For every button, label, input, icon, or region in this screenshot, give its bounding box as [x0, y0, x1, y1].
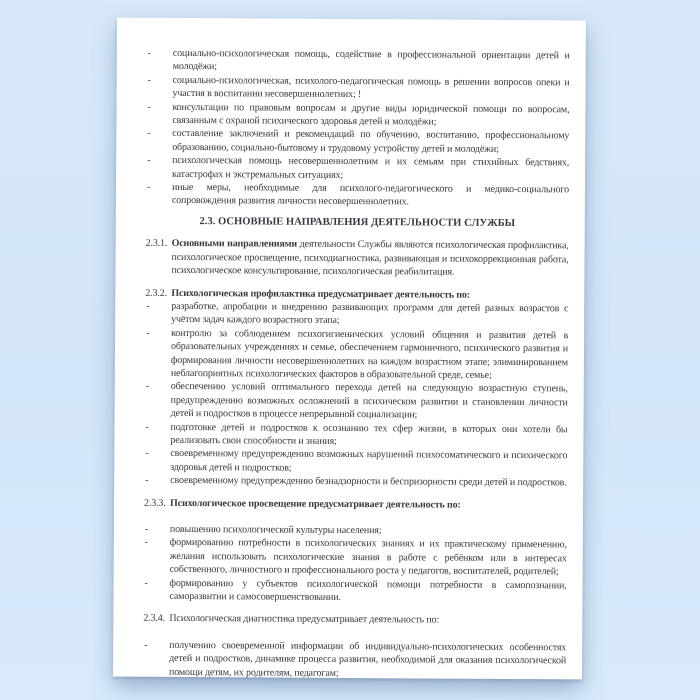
- dash-marker: -: [144, 639, 148, 651]
- list-item: [145, 380, 568, 423]
- clause-items: [143, 639, 566, 680]
- clause-number: 2.3.4.: [143, 613, 165, 625]
- list-item: [143, 576, 566, 605]
- list-item: [147, 74, 570, 103]
- list-item: [145, 300, 568, 329]
- list-item: [146, 127, 569, 156]
- dash-marker: -: [145, 474, 149, 486]
- dash-marker: -: [145, 381, 149, 393]
- dash-marker: -: [146, 181, 151, 193]
- clause-items: [144, 300, 568, 490]
- page-content: [143, 47, 570, 680]
- list-item: [144, 447, 567, 476]
- list-item-text: иные меры, необходимые для психолого-педагогического и медико-социального сопровождения развития личности несовершеннолетних.: [171, 181, 570, 208]
- list-item-text: психологическая помощь несовершеннолетним и их семьям при стихийных бедствиях, катастрофах и экстремальных ситуациях;: [172, 155, 570, 181]
- document-page: [113, 18, 586, 680]
- dash-marker: -: [146, 327, 150, 339]
- clause-heading-text: Психологическое просвещение предусматривает деятельность по:: [170, 497, 461, 511]
- list-item-text: консультации по правовым вопросам и другие виды юридической помощи по вопросам, связанным с охраной психического здоровья детей и молодёжи;: [172, 101, 570, 128]
- clause-heading-text: Основными направлениями: [171, 238, 298, 250]
- clause: [143, 612, 566, 679]
- list-item-text: социально-психологическая, психолого-педагогическая помощь в решении вопросов опеки и участия в воспитании несовершеннолетних; !: [172, 74, 570, 101]
- list-item-text: получению своевременной информации об индивидуально-психологических особенностях детей и подростков, динамике процесса развития, необходимой для оказания психологической помощи детям, их родителям, педагогам;: [168, 639, 567, 679]
- list-item-text: повышению психологической культуры населения;: [169, 523, 382, 537]
- list-item: [146, 181, 569, 210]
- clause-heading: [145, 237, 568, 280]
- clause-heading: [144, 496, 567, 512]
- list-item-text: подготовке детей и подростков к осознанию тех сфер жизни, в которых они хотели бы реализовать свои способности и знания;: [170, 421, 568, 447]
- list-item-text: формированию у субъектов психологической помощи потребности в самопознании, саморазвитии и самосовершенствовании.: [169, 577, 567, 603]
- clause: [145, 237, 568, 280]
- dash-marker: -: [147, 128, 151, 140]
- dash-marker: -: [144, 537, 149, 549]
- dash-marker: -: [147, 101, 151, 113]
- dash-marker: -: [147, 74, 151, 86]
- list-item-text: своевременному предупреждению возможных нарушений психосоматического и психического здоровья детей и подростков;: [170, 448, 568, 474]
- clause-number: 2.3.2.: [145, 287, 167, 299]
- list-item: [144, 474, 567, 490]
- intro-list: [146, 47, 570, 210]
- clauses-container: [143, 237, 569, 679]
- list-item: [146, 100, 569, 129]
- list-item: [147, 47, 570, 76]
- list-item-text: социально-психологическая помощь, содействие в профессиональной ориентации детей и молодёжи;: [172, 47, 570, 73]
- clause-items: [143, 523, 566, 606]
- clause: [143, 496, 567, 605]
- dash-marker: -: [145, 448, 149, 460]
- list-item-text: контролю за соблюдением психогигиенических условий общения и развития детей в образовательных учреждениях и семье, обеспечением гармоничного, психического развития и формирования личности несовершеннолетних на каждом возрастном этапе; элиминированием неблагоприятных психологических факторов в образовательной среде, семье;: [170, 327, 569, 381]
- clause-number: 2.3.1.: [145, 238, 168, 250]
- clause-heading: [143, 612, 566, 628]
- clause-heading-text: деятельности Службы являются психологическая профилактика, психологическое просвещение, психодиагностика, развивающая и психокоррекционная работа, психологическое консультирование, психологическая реабилитация.: [171, 238, 569, 278]
- dash-marker: -: [146, 300, 150, 312]
- list-item-text: обеспечению условий оптимального перехода детей на следующую возрастную ступень, предупреждению возможных осложнений в психическом развитии и становлении личности детей и подростков в процессе непрерывной социализации;: [170, 381, 568, 421]
- list-item-text: своевременному предупреждению безнадзорности и беспризорности среди детей и подростков.: [170, 475, 567, 489]
- clause-heading-text: Психологическая диагностика предусматривает деятельность по:: [169, 613, 439, 626]
- dash-marker: -: [147, 155, 151, 167]
- list-item-text: формированию потребности в психологических знаниях и их практическому применению, желания использовать психологические знания в работе с ребёнком или в интересах собственного, личностного и профессионального роста у педагогов, воспитателей, родителей;: [169, 537, 567, 578]
- clause-heading-text: Психологическая профилактика предусматривает деятельность по:: [171, 287, 470, 301]
- clause-number: 2.3.3.: [144, 497, 166, 509]
- dash-marker: -: [147, 47, 152, 59]
- list-item: [144, 536, 567, 579]
- list-item: [145, 326, 568, 382]
- list-item-text: разработке, апробации и внедрению развивающих программ для детей разных возрастов с учётом задач каждого возрастного этапа;: [171, 300, 569, 327]
- list-item: [143, 639, 566, 680]
- dash-marker: -: [144, 577, 148, 589]
- dash-marker: -: [144, 523, 149, 535]
- list-item: [144, 420, 567, 449]
- dash-marker: -: [145, 421, 149, 433]
- clause: [144, 286, 568, 490]
- list-item: [146, 154, 569, 183]
- section-heading: 2.3. ОСНОВНЫЕ НАПРАВЛЕНИЯ ДЕЯТЕЛЬНОСТИ СЛУЖБЫ: [199, 215, 516, 229]
- list-item-text: составление заключений и рекомендаций по обучению, воспитанию, профессиональному образованию, социально-бытовому и трудовому устройству детей и молодёжи;: [172, 128, 570, 155]
